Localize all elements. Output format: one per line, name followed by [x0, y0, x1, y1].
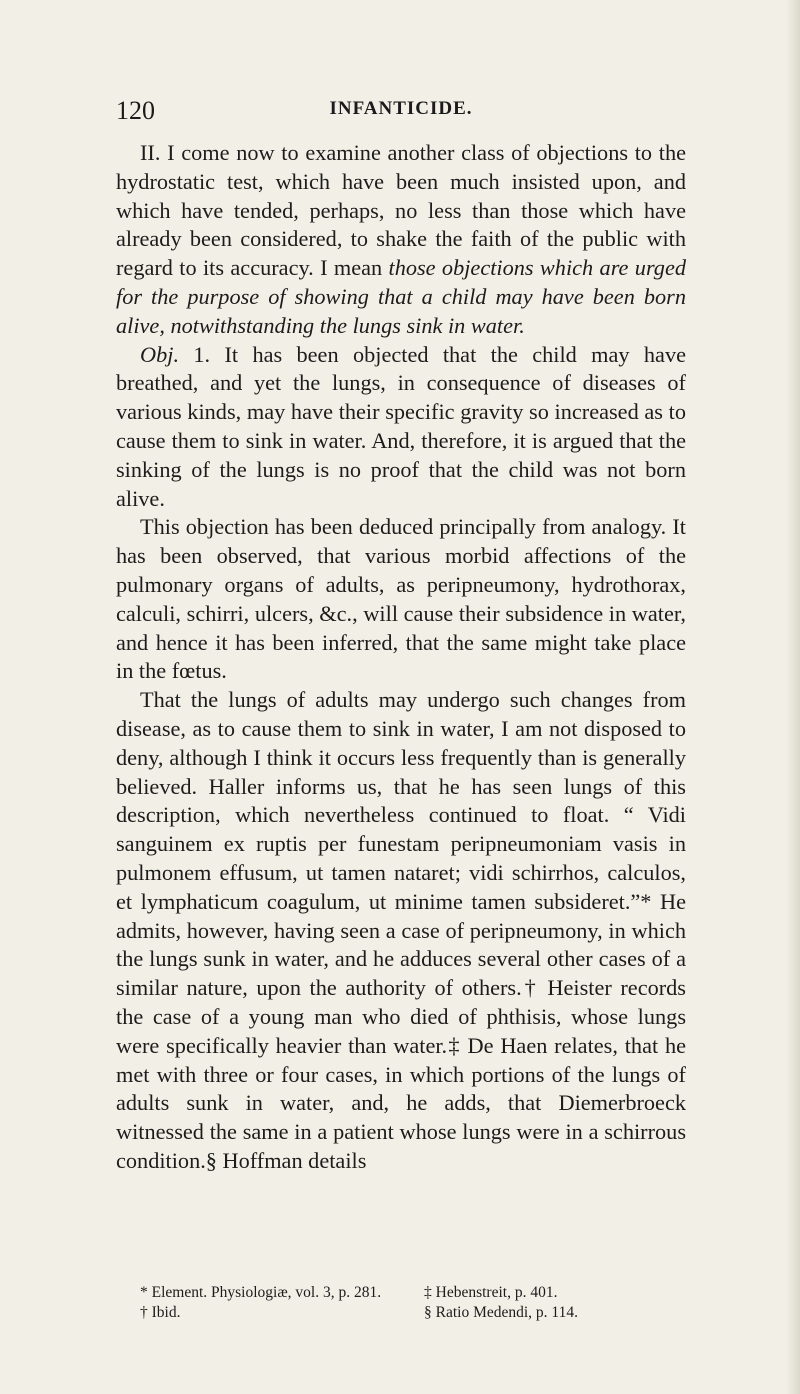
body-text	[116, 139, 686, 1176]
paragraph-analogy	[116, 513, 686, 686]
footnote-row	[140, 1303, 680, 1323]
footnote-dagger: † Ibid.	[140, 1304, 181, 1321]
paragraph-adult-lungs	[116, 686, 686, 1176]
footnotes	[140, 1283, 680, 1323]
running-head: INFANTICIDE.	[329, 98, 473, 119]
footnote-asterisk: * Element. Physiologiæ, vol. 3, p. 281.	[140, 1284, 382, 1301]
paragraph-text: 1. It has been objected that the child may have breathed, and yet the lungs, in consequence of diseases of various kinds, may have their specific gravity so increased as to cause them to sink in water. And, therefore, it is argued that the sinking of the lungs is no proof that the child was not born alive.	[116, 341, 686, 511]
page-edge-shadow	[786, 0, 800, 1394]
footnote-row	[140, 1283, 680, 1303]
paragraph-objection-1	[116, 341, 686, 514]
objection-label: Obj.	[140, 341, 180, 367]
page-header	[116, 96, 686, 126]
paragraph-text: II. I come now to examine another class of objections to the hydrostatic test, which have been much insisted upon, and which have tended, perhaps, no less than those which have already been considered, to shake the faith of the public with regard to its accuracy. I mean	[116, 140, 686, 281]
paragraph-text: This objection has been deduced principally from analogy. It has been observed, that various morbid affections of the pulmonary organs of adults, as peripneumony, hydrothorax, calculi, schirri, ulcers, &c., will cause their subsidence in water, and hence it has been inferred, that the same might take place in the fœtus.	[116, 514, 686, 684]
paragraph-emphasis: those objections which are urged for the purpose of showing that a child may have been born alive, notwithstanding the lungs sink in water.	[116, 255, 686, 338]
paragraph-text: That the lungs of adults may undergo such changes from disease, as to cause them to sink in water, I am not disposed to deny, although I think it occurs less frequently than is generally believed. Haller informs us, that he has seen lungs of this description, which nevertheless continued to float. “ Vidi sanguinem ex ruptis per funestam peripneumoniam vasis in pulmonem effusum, ut tamen nataret; vidi schirrhos, calculos, et lymphaticum coagulum, ut minime tamen subsideret.”* He admits, however, having seen a case of peripneumony, in which the lungs sunk in water, and he adduces several other cases of a similar nature, upon the authority of others.† Heister records the case of a young man who died of phthisis, whose lungs were specifically heavier than water.‡ De Haen relates, that he met with three or four cases, in which portions of the lungs of adults sunk in water, and, he adds, that Diemerbroeck witnessed the same in a patient whose lungs were in a schirrous condition.§ Hoffman details	[116, 687, 686, 1173]
footnote-double-dagger: ‡ Hebenstreit, p. 401.	[424, 1284, 558, 1301]
paragraph-objections-intro	[116, 139, 686, 341]
footnote-section: § Ratio Medendi, p. 114.	[424, 1304, 578, 1321]
page-number: 120	[116, 96, 155, 125]
